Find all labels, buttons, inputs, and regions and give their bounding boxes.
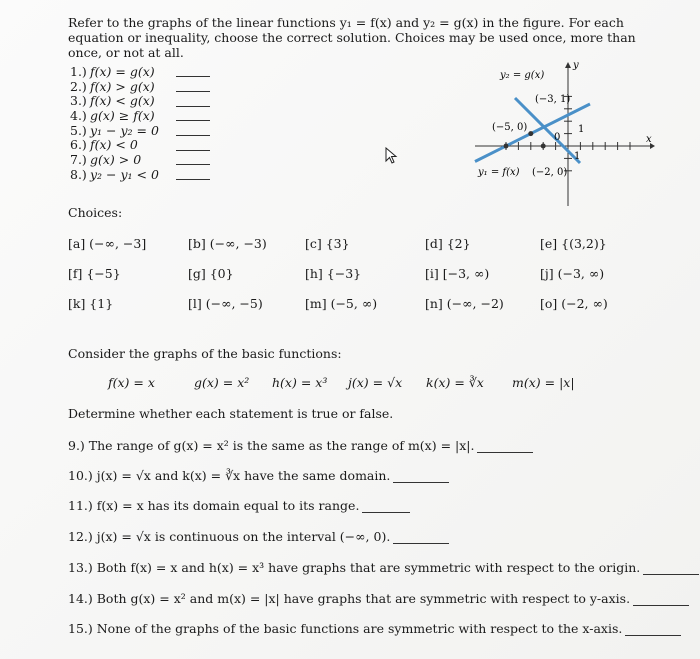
answer-blank[interactable] (477, 440, 533, 453)
statement-row (68, 498, 410, 513)
answer-blank[interactable] (176, 80, 210, 92)
choice-option: [k] {1} (68, 296, 114, 311)
choice-option: [d] {2} (425, 236, 471, 251)
statement-row (68, 591, 689, 606)
answer-blank[interactable] (176, 124, 210, 136)
equation-number: 3.) (70, 93, 87, 109)
choice-option: [l] (−∞, −5) (188, 296, 263, 311)
statement-text: 10.) j(x) = √x and k(x) = ∛x have the same domain. (68, 468, 391, 483)
g-label: y₂ = g(x) (500, 70, 545, 81)
function-def: f(x) = x (108, 375, 155, 390)
statement-text: 9.) The range of g(x) = x² is the same as the range of m(x) = |x|. (68, 438, 475, 453)
answer-blank[interactable] (176, 139, 210, 151)
x-axis-label: x (646, 134, 652, 145)
mouse-pointer-icon (385, 147, 399, 165)
answer-blank[interactable] (176, 95, 210, 107)
choice-option: [e] {(3,2)} (540, 236, 607, 251)
intro-text: Refer to the graphs of the linear functions y₁ = f(x) and y₂ = g(x) in the figure. For each equation or inequality, choose the correct solution. Choices may be used once, more than once, or not at all. (68, 15, 636, 60)
statement-text: 12.) j(x) = √x is continuous on the interval (−∞, 0). (68, 529, 391, 544)
equation-row (70, 79, 210, 94)
equation-list (70, 64, 210, 182)
statement-row (68, 560, 699, 575)
statement-text: 15.) None of the graphs of the basic functions are symmetric with respect to the x-axis. (68, 621, 623, 636)
statement-text: 11.) f(x) = x has its domain equal to its range. (68, 498, 360, 513)
equation-row (70, 93, 210, 108)
g-intercept-label: (−5, 0) (492, 122, 528, 133)
choice-option: [n] (−∞, −2) (425, 296, 504, 311)
origin-label: 0 (554, 132, 561, 143)
function-def: k(x) = ∛x (426, 375, 484, 390)
statement-text: 13.) Both f(x) = x and h(x) = x³ have graphs that are symmetric with respect to the origin. (68, 560, 641, 575)
equation-expression: y₁ − y₂ = 0 (90, 122, 159, 138)
f-intercept-label: (−2, 0) (532, 167, 568, 178)
x-tick-label: 1 (574, 151, 581, 162)
answer-blank[interactable] (176, 153, 210, 165)
choice-option: [c] {3} (305, 236, 350, 251)
choices-heading: Choices: (68, 205, 123, 220)
answer-blank[interactable] (393, 470, 449, 483)
choice-option: [b] (−∞, −3) (188, 236, 267, 251)
equation-expression: g(x) > 0 (90, 151, 142, 167)
answer-blank[interactable] (362, 500, 410, 513)
equation-number: 6.) (70, 137, 87, 153)
equation-expression: y₂ − y₁ < 0 (90, 166, 159, 182)
function-def: m(x) = |x| (512, 375, 575, 390)
intersection-label: (−3, 1) (535, 94, 571, 105)
function-def: h(x) = x³ (272, 375, 328, 390)
f-intercept-point (541, 144, 546, 149)
equation-expression: f(x) < g(x) (90, 93, 155, 109)
choice-option: [i] [−3, ∞) (425, 266, 490, 281)
choice-option: [j] (−3, ∞) (540, 266, 605, 281)
equation-number: 1.) (70, 63, 87, 79)
answer-blank[interactable] (176, 65, 210, 77)
equation-number: 5.) (70, 122, 87, 138)
equation-expression: f(x) < 0 (90, 137, 138, 153)
equation-expression: g(x) ≥ f(x) (90, 107, 155, 123)
answer-blank[interactable] (176, 168, 210, 180)
equation-expression: f(x) = g(x) (90, 63, 155, 79)
f-label: y₁ = f(x) (478, 167, 520, 178)
equation-number: 8.) (70, 166, 87, 182)
equation-row (70, 108, 210, 123)
answer-blank[interactable] (633, 593, 689, 606)
statement-row (68, 468, 449, 483)
y-axis-arrow-icon (565, 62, 571, 68)
equation-row (70, 137, 210, 152)
determine-text: Determine whether each statement is true or false. (68, 406, 394, 421)
statement-row (68, 438, 533, 453)
statement-row (68, 621, 681, 636)
equation-row (70, 123, 210, 138)
choice-option: [m] (−5, ∞) (305, 296, 378, 311)
answer-blank[interactable] (393, 531, 449, 544)
equation-number: 4.) (70, 107, 87, 123)
equation-number: 2.) (70, 78, 87, 94)
choice-option: [h] {−3} (305, 266, 362, 281)
equation-number: 7.) (70, 151, 87, 167)
answer-blank[interactable] (625, 623, 681, 636)
equation-row (70, 64, 210, 79)
g-intercept-point (504, 144, 509, 149)
choice-option: [o] (−2, ∞) (540, 296, 608, 311)
equation-row (70, 167, 210, 182)
equation-expression: f(x) > g(x) (90, 78, 155, 94)
statement-row (68, 529, 449, 544)
consider-text: Consider the graphs of the basic functions: (68, 346, 342, 361)
answer-blank[interactable] (643, 562, 699, 575)
intersection-point (528, 131, 533, 136)
choice-option: [f] {−5} (68, 266, 121, 281)
y-axis-label: y (573, 60, 579, 71)
statement-text: 14.) Both g(x) = x² and m(x) = |x| have graphs that are symmetric with respect to y-axis. (68, 591, 631, 606)
answer-blank[interactable] (176, 109, 210, 121)
choice-option: [a] (−∞, −3] (68, 236, 147, 251)
linear-functions-graph (470, 58, 655, 208)
equation-row (70, 152, 210, 167)
function-def: j(x) = √x (348, 375, 403, 390)
choice-option: [g] {0} (188, 266, 234, 281)
function-def: g(x) = x² (194, 375, 250, 390)
y-tick-label: 1 (578, 124, 585, 135)
